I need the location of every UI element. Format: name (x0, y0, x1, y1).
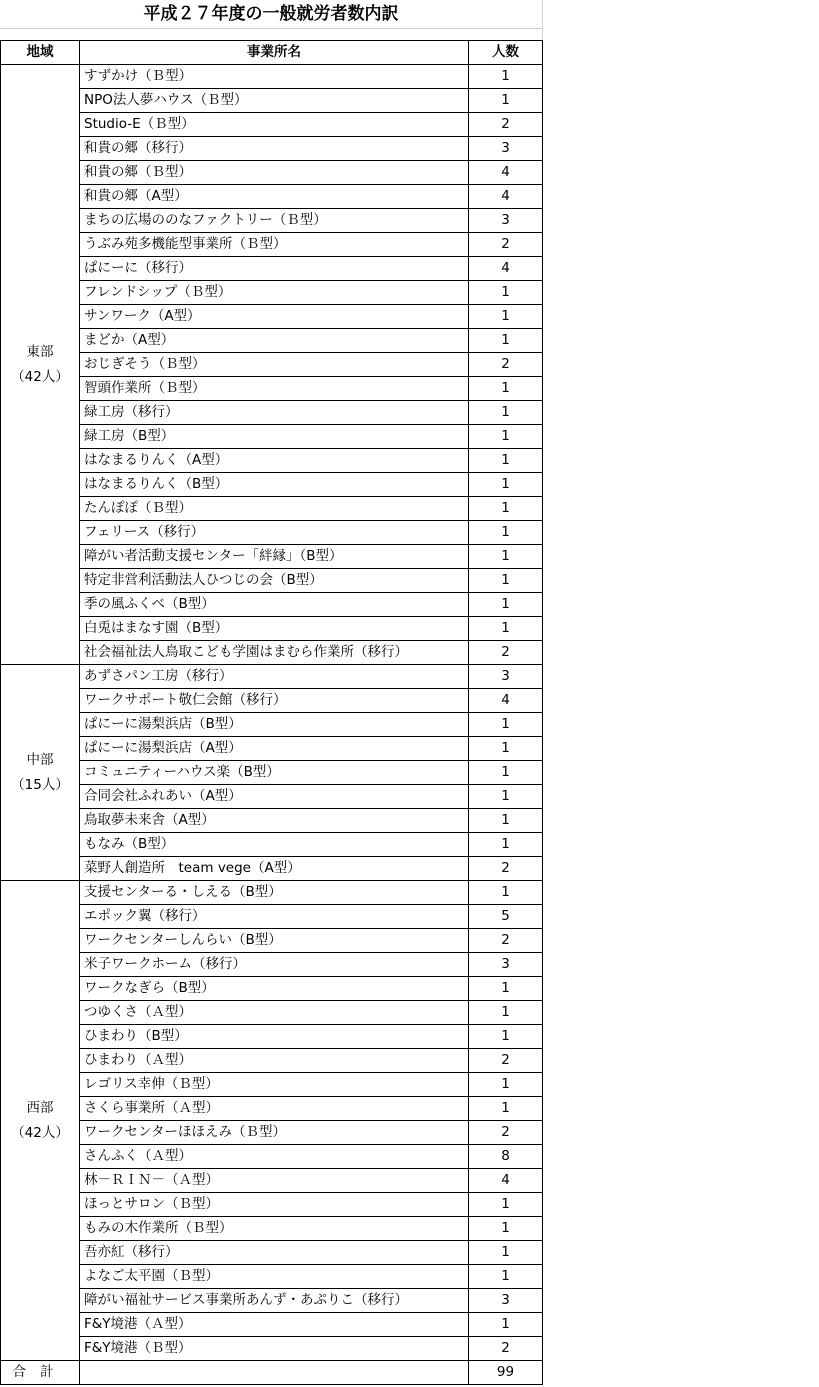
count-cell: 2 (469, 113, 543, 137)
table-row (1, 881, 543, 905)
table-row (1, 1169, 543, 1193)
table-row (1, 1193, 543, 1217)
office-name-cell: 和貴の郷（A型） (80, 185, 469, 209)
count-cell: 2 (469, 857, 543, 881)
table-row (1, 401, 543, 425)
office-name-cell: たんぽぽ（Ｂ型） (80, 497, 469, 521)
office-name-cell: ワークなぎら（B型） (80, 977, 469, 1001)
region-cell (1, 881, 80, 1361)
count-cell: 1 (469, 497, 543, 521)
count-cell: 8 (469, 1145, 543, 1169)
table-row (1, 473, 543, 497)
office-name-cell: ワークセンターほほえみ（Ｂ型） (80, 1121, 469, 1145)
count-cell: 1 (469, 89, 543, 113)
table-row (1, 785, 543, 809)
count-cell: 4 (469, 689, 543, 713)
table-row (1, 905, 543, 929)
office-name-cell: 鳥取夢未来舎（A型） (80, 809, 469, 833)
count-cell: 1 (469, 1241, 543, 1265)
office-name-cell: エポック翼（移行） (80, 905, 469, 929)
count-cell: 2 (469, 641, 543, 665)
office-name-cell: F&Y境港（Ｂ型） (80, 1337, 469, 1361)
count-cell: 1 (469, 809, 543, 833)
count-cell: 3 (469, 209, 543, 233)
table-row (1, 1217, 543, 1241)
count-cell: 4 (469, 161, 543, 185)
table-row (1, 1313, 543, 1337)
region-cell (1, 665, 80, 881)
table-row (1, 569, 543, 593)
office-name-cell: 和貴の郷（Ｂ型） (80, 161, 469, 185)
count-cell: 1 (469, 1025, 543, 1049)
office-name-cell: 智頭作業所（Ｂ型） (80, 377, 469, 401)
count-cell: 1 (469, 425, 543, 449)
count-cell: 2 (469, 1049, 543, 1073)
table-row (1, 593, 543, 617)
table-row (1, 521, 543, 545)
count-cell: 1 (469, 1193, 543, 1217)
office-name-cell: ひまわり（Ａ型） (80, 1049, 469, 1073)
office-name-cell: Studio-E（Ｂ型） (80, 113, 469, 137)
count-cell: 1 (469, 593, 543, 617)
table-row (1, 1289, 543, 1313)
table-row (1, 353, 543, 377)
office-name-cell: 特定非営利活動法人ひつじの会（B型） (80, 569, 469, 593)
table-row (1, 1025, 543, 1049)
region-name: 東部 (26, 343, 54, 360)
count-cell: 1 (469, 521, 543, 545)
table-row (1, 1049, 543, 1073)
office-name-cell: サンワーク（A型） (80, 305, 469, 329)
table-row (1, 209, 543, 233)
total-office-cell (80, 1361, 469, 1385)
table-row (1, 1241, 543, 1265)
count-cell: 1 (469, 713, 543, 737)
office-name-cell: すずかけ（Ｂ型） (80, 65, 469, 89)
header-row (1, 41, 543, 65)
office-name-cell: フェリース（移行） (80, 521, 469, 545)
region-subtotal: （15人） (11, 776, 69, 793)
table-row (1, 713, 543, 737)
count-cell: 1 (469, 977, 543, 1001)
header-region: 地域 (1, 41, 80, 65)
total-count: 99 (469, 1361, 543, 1385)
count-cell: 2 (469, 1337, 543, 1361)
region-cell (1, 65, 80, 665)
count-cell: 1 (469, 281, 543, 305)
table-row (1, 425, 543, 449)
count-cell: 3 (469, 137, 543, 161)
office-name-cell: NPO法人夢ハウス（Ｂ型） (80, 89, 469, 113)
count-cell: 3 (469, 665, 543, 689)
office-name-cell: ぱにーに湯梨浜店（B型） (80, 713, 469, 737)
table-row (1, 257, 543, 281)
total-label: 合計 (1, 1361, 80, 1385)
count-cell: 1 (469, 737, 543, 761)
header-count: 人数 (469, 41, 543, 65)
table-row (1, 641, 543, 665)
office-name-cell: 米子ワークホーム（移行） (80, 953, 469, 977)
count-cell: 4 (469, 1169, 543, 1193)
table-row (1, 809, 543, 833)
table-row (1, 977, 543, 1001)
count-cell: 1 (469, 569, 543, 593)
office-name-cell: ワークサポート敬仁会館（移行） (80, 689, 469, 713)
table-row (1, 449, 543, 473)
office-name-cell: コミュニティーハウス楽（B型） (80, 761, 469, 785)
table-row (1, 1097, 543, 1121)
office-name-cell: 支援センターる・しえる（B型） (80, 881, 469, 905)
count-cell: 1 (469, 617, 543, 641)
office-name-cell: おじぎそう（Ｂ型） (80, 353, 469, 377)
count-cell: 2 (469, 233, 543, 257)
office-name-cell: 吾亦紅（移行） (80, 1241, 469, 1265)
table-row (1, 1001, 543, 1025)
count-cell: 1 (469, 1217, 543, 1241)
office-name-cell: ワークセンターしんらい（B型） (80, 929, 469, 953)
count-cell: 1 (469, 1097, 543, 1121)
count-cell: 1 (469, 833, 543, 857)
office-name-cell: レゴリス幸伸（Ｂ型） (80, 1073, 469, 1097)
table-row (1, 761, 543, 785)
region-subtotal: （42人） (11, 1124, 69, 1141)
table-row (1, 737, 543, 761)
count-cell: 1 (469, 545, 543, 569)
table-row (1, 1337, 543, 1361)
table-row (1, 1121, 543, 1145)
office-name-cell: さくら事業所（Ａ型） (80, 1097, 469, 1121)
count-cell: 1 (469, 881, 543, 905)
office-name-cell: 緑工房（B型） (80, 425, 469, 449)
count-cell: 1 (469, 473, 543, 497)
table-row (1, 137, 543, 161)
header-office: 事業所名 (80, 41, 469, 65)
sheet-edge-divider (542, 0, 543, 40)
office-name-cell: 白兎はまなす園（B型） (80, 617, 469, 641)
office-name-cell: 和貴の郷（移行） (80, 137, 469, 161)
table-row (1, 89, 543, 113)
office-name-cell: まちの広場ののなファクトリー（Ｂ型） (80, 209, 469, 233)
table-row (1, 281, 543, 305)
table-row (1, 929, 543, 953)
table-row (1, 1073, 543, 1097)
count-cell: 4 (469, 257, 543, 281)
table-row (1, 689, 543, 713)
table-row (1, 497, 543, 521)
table-row (1, 113, 543, 137)
count-cell: 1 (469, 449, 543, 473)
table-row (1, 617, 543, 641)
region-name: 中部 (26, 751, 54, 768)
office-name-cell: よなご太平園（Ｂ型） (80, 1265, 469, 1289)
count-cell: 1 (469, 1073, 543, 1097)
office-name-cell: あずさパン工房（移行） (80, 665, 469, 689)
page-title: 平成２７年度の一般就労者数内訳 (143, 4, 399, 24)
office-name-cell: ひまわり（B型） (80, 1025, 469, 1049)
region-name: 西部 (26, 1099, 54, 1116)
office-name-cell: はなまるりんく（B型） (80, 473, 469, 497)
table-row (1, 1145, 543, 1169)
count-cell: 1 (469, 329, 543, 353)
table-row (1, 305, 543, 329)
count-cell: 3 (469, 953, 543, 977)
office-name-cell: もみの木作業所（Ｂ型） (80, 1217, 469, 1241)
office-name-cell: 障がい者活動支援センター「絆縁」（B型） (80, 545, 469, 569)
table-row (1, 185, 543, 209)
table-row (1, 329, 543, 353)
office-name-cell: ぱにーに（移行） (80, 257, 469, 281)
count-cell: 1 (469, 1265, 543, 1289)
office-name-cell: 緑工房（移行） (80, 401, 469, 425)
office-name-cell: 菜野人創造所 team vege（A型） (80, 857, 469, 881)
table-row (1, 953, 543, 977)
office-name-cell: ほっとサロン（Ｂ型） (80, 1193, 469, 1217)
office-name-cell: うぶみ苑多機能型事業所（Ｂ型） (80, 233, 469, 257)
office-name-cell: まどか（A型） (80, 329, 469, 353)
count-cell: 3 (469, 1289, 543, 1313)
count-cell: 1 (469, 305, 543, 329)
count-cell: 1 (469, 785, 543, 809)
count-cell: 2 (469, 1121, 543, 1145)
table-row (1, 377, 543, 401)
office-name-cell: はなまるりんく（A型） (80, 449, 469, 473)
office-name-cell: 季の風ふくべ（B型） (80, 593, 469, 617)
count-cell: 4 (469, 185, 543, 209)
count-cell: 2 (469, 353, 543, 377)
office-name-cell: フレンドシップ（Ｂ型） (80, 281, 469, 305)
table-row (1, 665, 543, 689)
office-name-cell: 林－ＲＩＮ－（Ａ型） (80, 1169, 469, 1193)
count-cell: 1 (469, 761, 543, 785)
count-cell: 2 (469, 929, 543, 953)
office-name-cell: ぱにーに湯梨浜店（A型） (80, 737, 469, 761)
count-cell: 1 (469, 1001, 543, 1025)
count-cell: 1 (469, 401, 543, 425)
office-name-cell: 社会福祉法人鳥取こども学園はまむら作業所（移行） (80, 641, 469, 665)
table-row (1, 65, 543, 89)
total-row (1, 1361, 543, 1385)
count-cell: 1 (469, 65, 543, 89)
table-row (1, 545, 543, 569)
table-row (1, 857, 543, 881)
office-name-cell: 合同会社ふれあい（A型） (80, 785, 469, 809)
count-cell: 1 (469, 1313, 543, 1337)
office-name-cell: もなみ（B型） (80, 833, 469, 857)
table-row (1, 1265, 543, 1289)
office-name-cell: 障がい福祉サービス事業所あんず・あぷりこ（移行） (80, 1289, 469, 1313)
office-name-cell: F&Y境港（Ａ型） (80, 1313, 469, 1337)
table-row (1, 233, 543, 257)
count-cell: 5 (469, 905, 543, 929)
employment-table (0, 40, 543, 1385)
table-row (1, 161, 543, 185)
office-name-cell: さんふく（Ａ型） (80, 1145, 469, 1169)
office-name-cell: つゆくさ（Ａ型） (80, 1001, 469, 1025)
table-row (1, 833, 543, 857)
count-cell: 1 (469, 377, 543, 401)
region-subtotal: （42人） (11, 368, 69, 385)
